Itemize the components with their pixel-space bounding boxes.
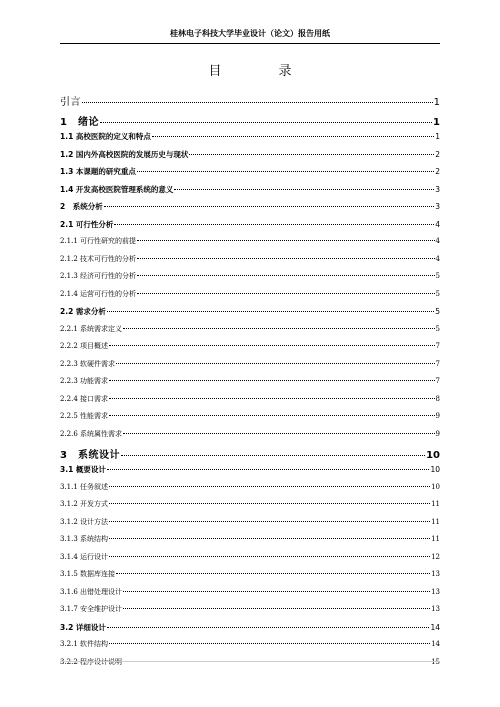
toc-entry-page: 11 <box>431 535 440 543</box>
toc-entry[interactable] <box>60 464 440 482</box>
toc-entry-label: 3.1.5 数据库连接 <box>60 570 116 578</box>
toc-title: 目 录 <box>208 64 314 79</box>
toc-entry-label: 2.1.2 技术可行性的分析 <box>60 254 137 263</box>
toc-leader-dots <box>107 627 430 628</box>
toc-entry[interactable] <box>60 219 440 237</box>
toc-entry[interactable] <box>60 499 440 517</box>
toc-entry[interactable] <box>60 569 440 587</box>
toc-entry-page: 3 <box>435 184 440 194</box>
toc-entry[interactable] <box>60 166 440 184</box>
toc-entry-label: 2.2.4 接口需求 <box>60 394 109 403</box>
toc-leader-dots <box>109 486 430 487</box>
toc-entry-page: 1 <box>433 117 440 128</box>
toc-leader-dots <box>123 591 430 592</box>
toc-entry-label: 3.1.4 运行设计 <box>60 552 109 561</box>
toc-entry-page: 12 <box>431 552 440 561</box>
toc-leader-dots <box>137 258 434 259</box>
toc-entry-label: 3.2.1 软件结构 <box>60 640 109 648</box>
toc-leader-dots <box>109 345 434 346</box>
toc-entry-label: 1.1 高校医院的定义和特点 <box>60 132 151 141</box>
toc-entry[interactable] <box>60 113 440 131</box>
toc-leader-dots <box>174 189 434 190</box>
toc-leader-dots <box>107 311 434 312</box>
toc-leader-dots <box>123 328 434 329</box>
toc-entry-page: 13 <box>431 605 440 613</box>
toc-leader-dots <box>109 643 430 644</box>
toc-leader-dots <box>116 363 434 364</box>
toc-entry-label: 2.2.1 系统需求定义 <box>60 324 123 333</box>
toc-leader-dots <box>109 398 434 399</box>
footer-rule <box>60 661 440 662</box>
toc-entry-page: 8 <box>435 394 440 403</box>
toc-entry-page: 9 <box>435 412 440 420</box>
toc-entry-page: 11 <box>431 517 440 526</box>
toc-leader-dots <box>114 224 434 225</box>
toc-leader-dots <box>189 154 434 155</box>
toc-entry[interactable] <box>60 289 440 307</box>
toc-entry[interactable] <box>60 482 440 500</box>
toc-leader-dots <box>121 455 425 456</box>
toc-entry-label: 2.2.3 软硬件需求 <box>60 359 116 368</box>
toc-entry[interactable] <box>60 131 440 149</box>
toc-entry-label: 2.1.4 运营可行性的分析 <box>60 289 137 298</box>
toc-entry-label: 2.2.3 功能需求 <box>60 377 109 385</box>
toc-entry[interactable] <box>60 254 440 272</box>
toc-entry[interactable] <box>60 394 440 412</box>
toc-entry[interactable] <box>60 534 440 552</box>
toc-entry-label: 2.2 需求分析 <box>60 307 106 316</box>
toc-entry[interactable] <box>60 201 440 219</box>
toc-entry-label: 引言 <box>60 97 81 108</box>
toc-entry[interactable] <box>60 324 440 342</box>
toc-entry-label: 2.2.5 性能需求 <box>60 412 109 420</box>
toc-entry[interactable] <box>60 184 440 202</box>
toc-leader-dots <box>109 415 434 416</box>
toc-entry[interactable] <box>60 429 440 447</box>
toc-entry-page: 11 <box>431 500 440 508</box>
toc-entry[interactable] <box>60 93 440 113</box>
toc-entry-label: 2.1 可行性分析 <box>60 219 114 229</box>
toc-entry-page: 1 <box>435 132 440 141</box>
toc-entry[interactable] <box>60 306 440 324</box>
toc-leader-dots <box>100 122 432 123</box>
toc-entry-page: 2 <box>435 149 440 159</box>
toc-entry-label: 2.1.1 可行性研究的前提 <box>60 237 137 245</box>
toc-entry[interactable] <box>60 446 440 464</box>
toc-leader-dots <box>137 293 434 294</box>
toc-entry-page: 13 <box>431 570 440 578</box>
toc-entry-page: 15 <box>431 657 440 666</box>
toc-entry[interactable] <box>60 517 440 535</box>
toc-leader-dots <box>152 136 434 137</box>
toc-entry-page: 4 <box>435 219 440 229</box>
toc-leader-dots <box>109 521 430 522</box>
toc-leader-dots <box>104 206 435 207</box>
toc-leader-dots <box>109 538 430 539</box>
toc-entry-page: 3 <box>435 202 440 211</box>
toc-entry-page: 10 <box>430 465 440 474</box>
toc-entry-label: 3.1.3 系统结构 <box>60 535 109 543</box>
toc-entry-page: 14 <box>431 640 440 648</box>
toc-entry-label: 2.2.2 项目概述 <box>60 342 109 350</box>
toc-entry-label: 1.2 国内外高校医院的发展历史与现状 <box>60 149 189 159</box>
toc-entry-label: 3.1.7 安全维护设计 <box>60 605 123 613</box>
toc-entry[interactable] <box>60 376 440 394</box>
toc-entry[interactable] <box>60 236 440 254</box>
toc-entry-label: 1 绪论 <box>60 117 99 128</box>
toc-entry-label: 3.2.2 程序设计说明 <box>60 657 123 666</box>
toc-entry[interactable] <box>60 149 440 167</box>
toc-entry[interactable] <box>60 341 440 359</box>
toc-entry[interactable] <box>60 587 440 605</box>
toc-entry-page: 4 <box>435 254 440 263</box>
toc-entry-page: 10 <box>426 450 440 461</box>
toc-entry[interactable] <box>60 622 440 640</box>
toc-entry-page: 5 <box>435 307 440 316</box>
toc-entry-page: 7 <box>435 342 440 350</box>
toc-entry[interactable] <box>60 411 440 429</box>
toc-leader-dots <box>123 433 434 434</box>
toc-entry[interactable] <box>60 657 440 675</box>
toc-leader-dots <box>109 556 430 557</box>
toc-leader-dots <box>116 573 430 574</box>
toc-leader-dots <box>109 380 434 381</box>
toc-entry-page: 9 <box>435 429 440 438</box>
toc-entry-page: 7 <box>435 359 440 368</box>
toc-entry-label: 2 系统分析 <box>60 202 103 211</box>
toc-entry[interactable] <box>60 271 440 289</box>
page-header: 桂林电子科技大学毕业设计（论文）报告用纸 <box>170 28 330 38</box>
toc-leader-dots <box>107 469 430 470</box>
toc-entry-label: 3.1.6 出错处理设计 <box>60 587 123 596</box>
toc-entry[interactable] <box>60 639 440 657</box>
toc-leader-dots <box>123 608 430 609</box>
toc-entry-page: 5 <box>435 324 440 333</box>
toc-entry-label: 3.1.2 设计方法 <box>60 517 109 526</box>
toc-entry-label: 3.1.1 任务叙述 <box>60 482 109 491</box>
toc-entry-page: 13 <box>431 587 440 596</box>
toc-entry-page: 7 <box>435 377 440 385</box>
toc-entry-page: 14 <box>430 622 440 632</box>
toc-entry-page: 5 <box>435 289 440 298</box>
toc-entry-label: 3.1.2 开发方式 <box>60 500 109 508</box>
toc-entry-label: 2.2.6 系统属性需求 <box>60 429 123 438</box>
toc-entry-page: 5 <box>435 272 440 280</box>
toc-entry-label: 3 系统设计 <box>60 450 120 461</box>
toc-entry[interactable] <box>60 359 440 377</box>
toc-leader-dots <box>137 275 434 276</box>
toc-entry-label: 1.4 开发高校医院管理系统的意义 <box>60 184 174 194</box>
toc-entry-page: 4 <box>435 237 440 245</box>
table-of-contents <box>60 93 440 674</box>
header-rule <box>60 43 440 44</box>
toc-entry-page: 10 <box>431 482 440 491</box>
toc-leader-dots <box>109 503 430 504</box>
toc-entry-page: 2 <box>435 167 440 176</box>
toc-leader-dots <box>137 240 434 241</box>
toc-entry[interactable] <box>60 552 440 570</box>
toc-entry-page: 1 <box>433 97 440 108</box>
toc-leader-dots <box>82 102 433 103</box>
toc-entry-label: 3.1 概要设计 <box>60 465 106 474</box>
toc-entry-label: 1.3 本课题的研究重点 <box>60 167 136 176</box>
toc-entry[interactable] <box>60 604 440 622</box>
toc-entry-label: 3.2 详细设计 <box>60 622 106 632</box>
toc-entry-label: 2.1.3 经济可行性的分析 <box>60 272 137 280</box>
toc-leader-dots <box>137 171 434 172</box>
